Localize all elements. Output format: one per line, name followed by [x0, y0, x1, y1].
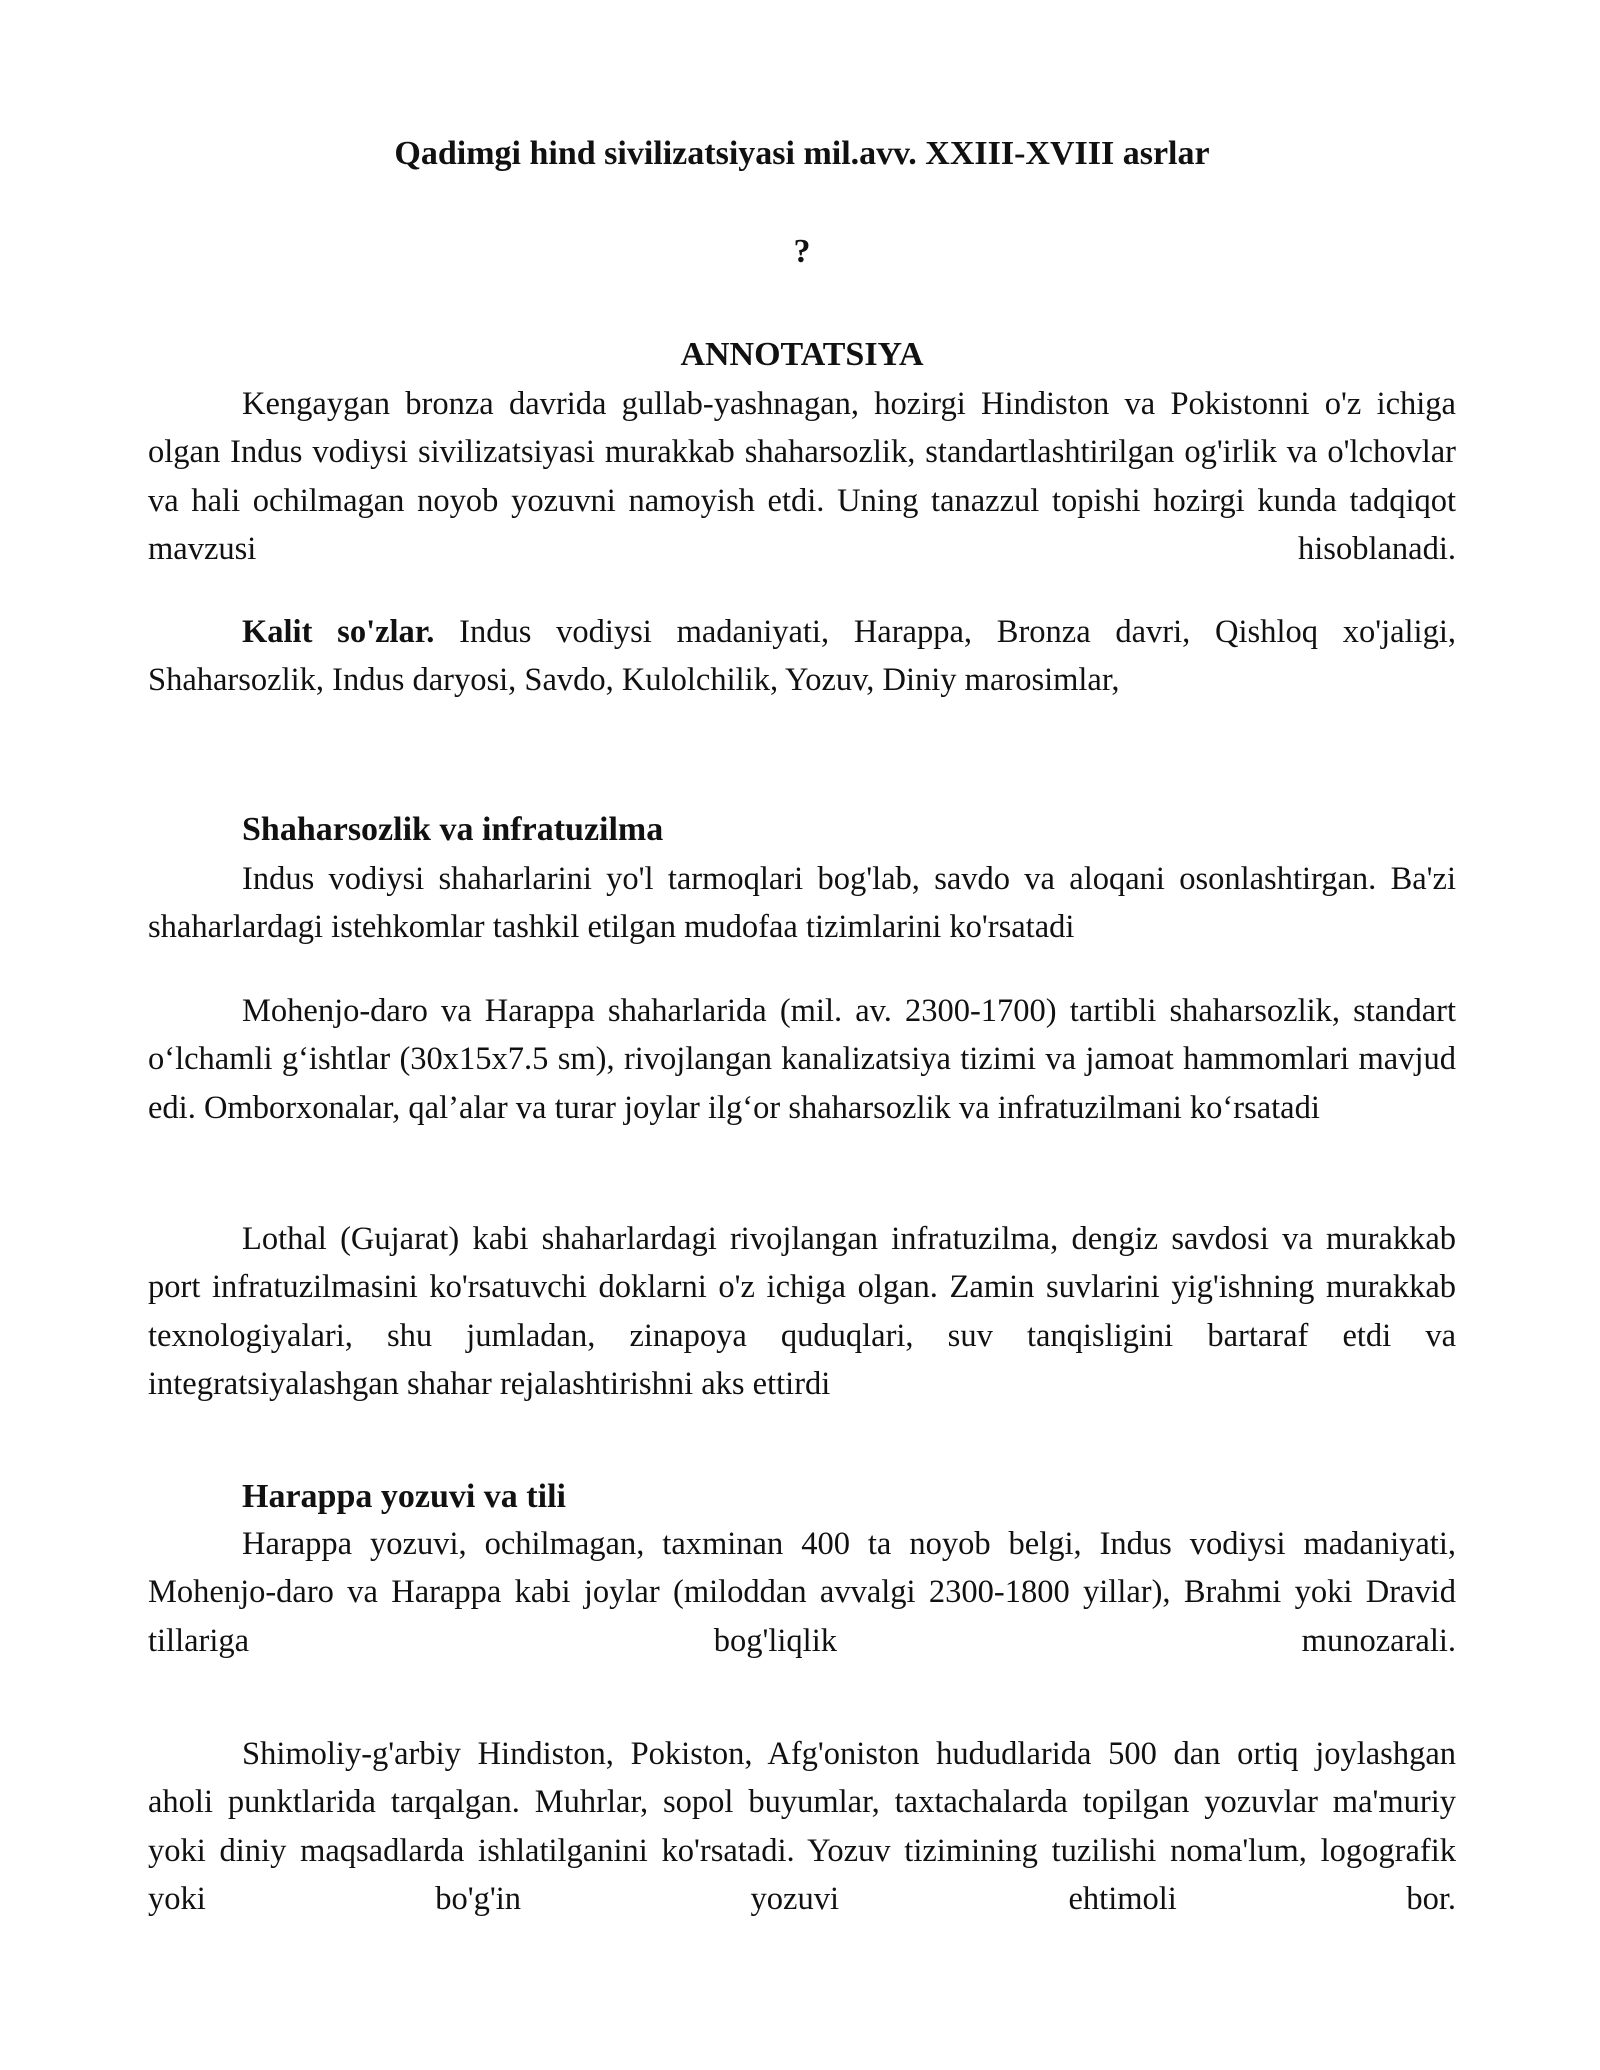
- section-heading-script-language: Harappa yozuvi va tili: [242, 1478, 566, 1515]
- section-heading-urban-planning: Shaharsozlik va infratuzilma: [242, 811, 664, 848]
- section2-paragraph-2: Shimoliy-g'arbiy Hindiston, Pokiston, Afg'oniston hududlarida 500 dan ortiq joylashgan aholi punktlarida tarqalgan. Muhrlar, sopol buyumlar, taxtachalarda topilgan yozuvlar ma'muriy yoki diniy maqsadlarda ishlatilganini ko'rsatadi. Yozuv tizimining tuzilishi noma'lum, logografik yoki bo'g'in yozuvi ehtimoli bor.: [148, 1736, 1456, 1918]
- question-mark: ?: [793, 233, 811, 270]
- section2-paragraph-1: Harappa yozuvi, ochilmagan, taxminan 400 ta noyob belgi, Indus vodiysi madaniyati, Mohenjo-daro va Harappa kabi joylar (miloddan avvalgi 2300-1800 yillar), Brahmi yoki Dravid tillariga bog'liqlik munozarali.: [148, 1526, 1456, 1659]
- annotation-paragraph: Kengaygan bronza davrida gullab-yashnagan, hozirgi Hindiston va Pokistonni o'z ichiga olgan Indus vodiysi sivilizatsiyasi murakkab shaharsozlik, standartlashtirilgan og'irlik va o'lchovlar va hali ochilmagan noyob yozuvni namoyish etdi. Uning tanazzul topishi hozirgi kunda tadqiqot mavzusi hisoblanadi.: [148, 386, 1456, 568]
- section1-paragraph-1: Indus vodiysi shaharlarini yo'l tarmoqlari bog'lab, savdo va aloqani osonlashtirgan. Ba'zi shaharlardagi istehkomlar tashkil etilgan mudofaa tizimlarini ko'rsatadi: [148, 861, 1456, 946]
- keywords-text: Indus vodiysi madaniyati, Harappa, Bronza davri, Qishloq xo'jaligi, Shaharsozlik, Indus daryosi, Savdo, Kulolchilik, Yozuv, Diniy marosimlar,: [148, 614, 1456, 699]
- section1-paragraph-2: Mohenjo-daro va Harappa shaharlarida (mil. av. 2300-1700) tartibli shaharsozlik, standart o‘lchamli g‘ishtlar (30x15x7.5 sm), rivojlangan kanalizatsiya tizimi va jamoat hammomlari mavjud edi. Omborxonalar, qal’alar va turar joylar ilg‘or shaharsozlik va infratuzilmani ko‘rsatadi: [148, 993, 1456, 1126]
- section1-paragraph-3: Lothal (Gujarat) kabi shaharlardagi rivojlangan infratuzilma, dengiz savdosi va murakkab port infratuzilmasini ko'rsatuvchi doklarni o'z ichiga olgan. Zamin suvlarini yig'ishning murakkab texnologiyalari, shu jumladan, zinapoya quduqlari, suv tanqisligini bartaraf etdi va integratsiyalashgan shahar rejalashtirishni aks ettirdi: [148, 1221, 1456, 1403]
- annotation-heading: ANNOTATSIYA: [680, 336, 924, 373]
- keywords-paragraph: [148, 608, 1456, 705]
- keywords-label: Kalit so'zlar.: [242, 614, 435, 650]
- document-title: Qadimgi hind sivilizatsiyasi mil.avv. XXIII-XVIII asrlar: [394, 135, 1210, 172]
